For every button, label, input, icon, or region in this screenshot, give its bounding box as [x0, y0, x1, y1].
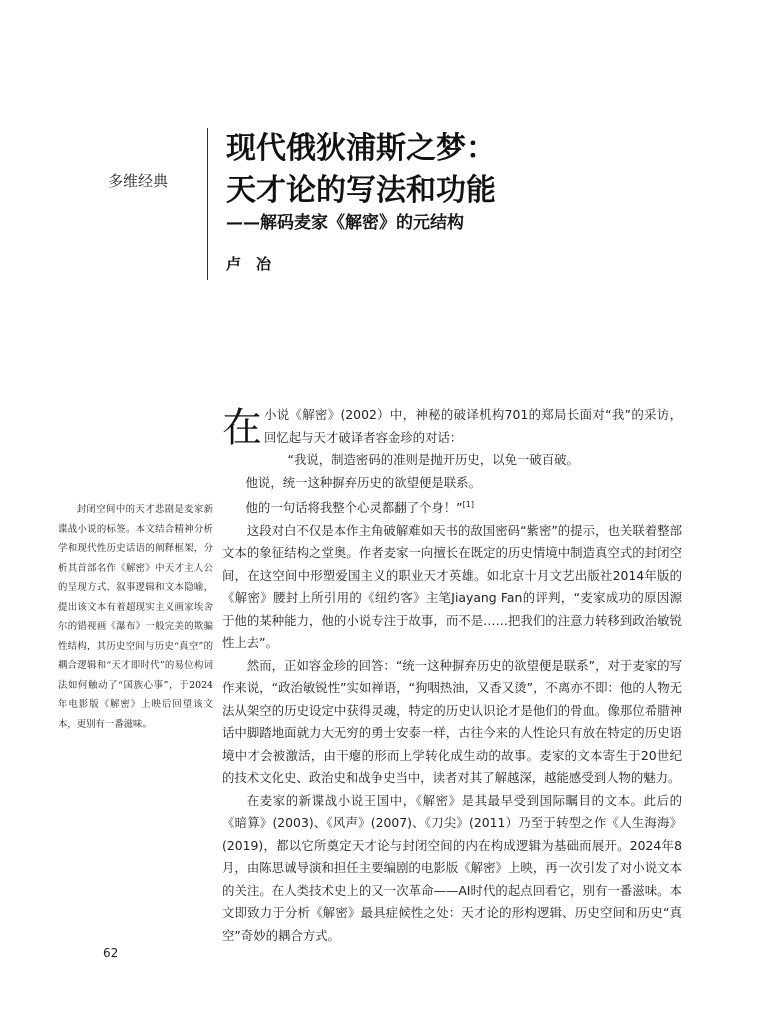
abstract-text: 封闭空间中的天才悲剧是麦家新谍战小说的标签。本文结合精神分析学和现代性历史话语的阐释框架，分析其首部名作《解密》中天才主人公的呈现方式、叙事逻辑和文本隐喻，提出该文本有着超现实主义画家埃舍尔的错视画《瀑布》一般完美的欺骗性结构，其历史空间与历史“真空”的耦合逻辑和“天才即时代”的易位构词法如何触动了“国族心事”，于2024年电影版《解密》上映后回望该文本，更别有一番滋味。: [58, 504, 213, 730]
body-paragraph-1: [222, 404, 682, 449]
abstract-sidebar: [58, 500, 213, 734]
title-line-2: 天才论的写法和功能: [226, 173, 496, 208]
article-title: [226, 128, 496, 212]
body-paragraph-2: 这段对白不仅是本作主角破解难如天书的敌国密码“紫密”的提示，也关联着整部文本的象征结构之堂奥。作者麦家一向擅长在既定的历史情境中制造真空式的封闭空间，在这空间中形塑爱国主义的职业天才英雄。如北京十月文艺出版社2014年版的《解密》腰封上所引用的《纽约客》主笔Jiayang Fan的评判，“麦家成功的原因源于他的某种能力，他的小说专注于故事，而不是……把我们的注意力转移到政治敏锐性上去”。: [222, 522, 682, 651]
dialogue-quote-3: [222, 494, 682, 520]
body-paragraph-4: 在麦家的新谍战小说王国中，《解密》是其最早受到国际瞩目的文本。此后的《暗算》(2003)、《风声》(2007)、《刀尖》(2011）乃至于转型之作《人生海海》(2019)，都以它所奠定天才论与封闭空间的内在构成逻辑为基础而展开。2024年8月，由陈思诚导演和担任主要编剧的电影版《解密》上映，再一次引发了对小说文本的关注。在人类技术史上的又一次革命——AI时代的起点回看它，别有一番滋味。本文即致力于分析《解密》最具症候性之处：天才论的形构逻辑、历史空间和历史“真空”奇妙的耦合方式。: [222, 792, 682, 943]
title-line-1: 现代俄狄浦斯之梦：: [226, 131, 496, 166]
page-number: 62: [103, 946, 119, 960]
dialogue-quote-3-text: 他的一句话将我整个心灵都翻了个身！”: [245, 500, 463, 516]
article-body: [222, 404, 682, 947]
author-name: 卢 冶: [226, 255, 272, 273]
drop-cap: 在: [222, 405, 262, 451]
body-paragraph-3: 然而，正如容金珍的回答：“统一这种摒弃历史的欲望便是联系”，对于麦家的写作来说，“政治敏锐性”实如禅语，“狗咽热油，又香又烫”，不离亦不即：他的人物无法从架空的历史设定中获得灵魂，特定的历史认识论才是他们的骨血。像那位希腊神话中脚踏地面就力大无穷的勇士安泰一样，古往今来的人性论只有放在特定的历史语境中才会被激活，由干瘪的形而上学转化成生动的故事。麦家的文本寄生于20世纪的技术文化史、政治史和战争史当中，读者对其了解越深，越能感受到人物的魅力。: [222, 657, 682, 786]
footnote-ref-1[interactable]: [1]: [462, 500, 474, 509]
title-divider: [207, 128, 208, 280]
dialogue-quote-1: “我说，制造密码的准则是抛开历史，以免一破百破。: [287, 452, 579, 467]
body-paragraph-1-text: 小说《解密》(2002）中，神秘的破译机构701的郑局长面对“我”的采访，回忆起与天才破译者容金珍的对话：: [264, 407, 682, 445]
dialogue-quote-2: 他说，统一这种摒弃历史的欲望便是联系。: [245, 474, 481, 490]
article-subtitle: ——解码麦家《解密》的元结构: [226, 213, 464, 233]
section-label: 多维经典: [108, 172, 169, 190]
